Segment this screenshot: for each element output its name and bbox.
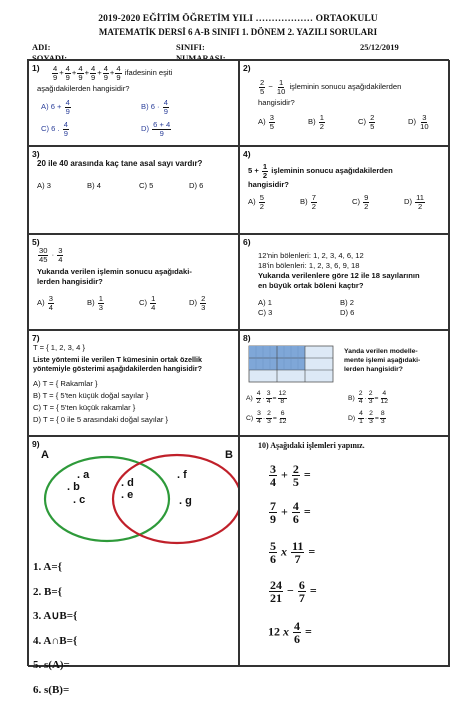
date-label: 25/12/2019 xyxy=(360,42,399,52)
question-9: 9) A B . a . b . c . d . e . f . g 1. A={ 2. B={ 3. A∪B={ 4. A∩B={ 5. s(A)= 6. s(B)= xyxy=(28,436,239,667)
answer-a[interactable]: 1. A={ xyxy=(33,555,77,580)
q2-prompt: hangisidir? xyxy=(258,98,295,107)
q5-option-c[interactable]: C) $\frac{1}{4}$ xyxy=(139,295,157,311)
q10-item-5[interactable]: 12 x $\frac{4}{6}$ = xyxy=(268,620,312,645)
q10-item-3[interactable]: $\frac{5}{6}$ x $\frac{11}{7}$ = xyxy=(268,540,315,565)
q7-set: T = { 1, 2, 3, 4 } xyxy=(33,343,85,352)
q7-option-a[interactable]: A) T = { Rakamlar } xyxy=(33,379,98,388)
question-10 xyxy=(239,436,450,667)
q2-option-b[interactable]: B) $\frac{1}{2}$ xyxy=(308,114,326,130)
q1-option-c[interactable]: C) 6 . $\frac{4}{9}$ xyxy=(41,121,70,137)
q1-expression: $\frac{4}{9}$ + $\frac{4}{9}$ + $\frac{4}{9}$ + $\frac{4}{9}$ + $\frac{4}{9}$ + $\frac{4}{9}$ ifadesinin eşiti xyxy=(51,65,172,81)
q8-option-b[interactable]: B) $\frac{2}{4}$ · $\frac{2}{3}$ = $\frac{4}{12}$ xyxy=(348,391,390,406)
q7-option-b[interactable]: B) T = { 5'ten küçük doğal sayılar } xyxy=(33,391,148,400)
q5-option-b[interactable]: B) $\frac{1}{3}$ xyxy=(87,295,105,311)
set-b-label: B xyxy=(225,449,233,463)
q4-option-d[interactable]: D) $\frac{11}{2}$ xyxy=(404,194,426,210)
q9-answer-lines xyxy=(33,555,77,702)
q6-option-c[interactable]: C) 3 xyxy=(258,308,272,317)
q5-prompt: Yukarıda verilen işlemin sonucu aşağıdaki- xyxy=(37,267,192,276)
question-8: 8) Yanda verilen modelle- mente işlemi aşağıdaki- lerden hangisidir? A) $\frac{4}{2}$ · $\frac{3}{4}$ = $\frac{12}{8}$ B) $\frac{2}{4}$ · $\frac{2}{3}$ = $\frac{4}{12}$ C) $\frac{3}{4}$ · $\frac{2}{3}$ = $\frac{6}{12}$ D) $\frac{4}{1}$ · $\frac{2}{3}$ = $\frac{8}{3}$ xyxy=(239,330,450,436)
q7-option-c[interactable]: C) T = { 5'ten küçük rakamlar } xyxy=(33,403,135,412)
q2-option-c[interactable]: C) $\frac{2}{5}$ xyxy=(358,114,376,130)
answer-union[interactable]: 3. A∪B={ xyxy=(33,604,77,629)
question-7: 7) T = { 1, 2, 3, 4 } Liste yöntemi ile verilen T kümesinin ortak özellik yöntemiyle gösterimi aşağıdakilerden hangisidir? A) T = { Rakamlar } B) T = { 5'ten küçük doğal sayılar } C) T = { 5'ten küçük rakamlar } D) T = { 0 ile 5 arasındaki doğal sayılar } xyxy=(28,330,239,436)
q6-text: 12'nin bölenleri: 1, 2, 3, 4, 6, 12 18'in bölenleri: 1, 2, 3, 6, 9, 18 Yukarıda verilenlere göre 12 ile 18 sayılarının en büyük ortak böleni kaçtır? xyxy=(258,251,420,290)
q8-option-c[interactable]: C) $\frac{3}{4}$ · $\frac{2}{3}$ = $\frac{6}{12}$ xyxy=(246,411,288,426)
q10-prompt: 10) Aşağıdaki işlemleri yapınız. xyxy=(258,441,365,451)
q1-option-d[interactable]: D) $\frac{6 + 4}{9}$ xyxy=(141,121,172,137)
q8-option-d[interactable]: D) $\frac{4}{1}$ · $\frac{2}{3}$ = $\frac{8}{3}$ xyxy=(348,411,387,426)
q3-option-b[interactable]: B) 4 xyxy=(87,181,101,190)
q1-prompt: aşağıdakilerden hangisidir? xyxy=(37,84,129,93)
school-line: 2019-2020 EĞİTİM ÖĞRETİM YILI ……………… ORTAOKULU xyxy=(26,14,450,24)
answer-sb[interactable]: 6. s(B)= xyxy=(33,678,77,702)
q5-expression: $\frac{30}{45}$ · $\frac{3}{4}$ xyxy=(37,247,64,263)
q2-option-d[interactable]: D) $\frac{3}{10}$ xyxy=(408,114,431,130)
q6-option-a[interactable]: A) 1 xyxy=(258,298,272,307)
q3-option-a[interactable]: A) 3 xyxy=(37,181,51,190)
q1-option-a[interactable]: A) 6 + $\frac{4}{9}$ xyxy=(41,99,72,115)
element-a: . a xyxy=(77,469,89,483)
exam-header xyxy=(26,14,450,37)
q4-expression: 5 + $\frac{1}{2}$ işleminin sonucu aşağıdakilerden xyxy=(248,163,393,179)
question-4: 4) 5 + $\frac{1}{2}$ işleminin sonucu aşağıdakilerden hangisidir? A) $\frac{5}{2}$ B) $\frac{7}{2}$ C) $\frac{9}{2}$ D) $\frac{11}{2}$ xyxy=(239,146,450,234)
answer-b[interactable]: 2. B={ xyxy=(33,580,77,605)
answer-intersection[interactable]: 4. A∩B={ xyxy=(33,629,77,654)
question-grid xyxy=(27,59,449,666)
q2-option-a[interactable]: A) $\frac{3}{5}$ xyxy=(258,114,276,130)
element-e: . e xyxy=(121,489,133,503)
q4-option-c[interactable]: C) $\frac{9}{2}$ xyxy=(352,194,370,210)
element-b: . b xyxy=(67,481,80,495)
q7-option-d[interactable]: D) T = { 0 ile 5 arasındaki doğal sayılar } xyxy=(33,415,168,424)
q6-option-d[interactable]: D) 6 xyxy=(340,308,354,317)
question-6: 6) 12'nin bölenleri: 1, 2, 3, 4, 6, 12 18'in bölenleri: 1, 2, 3, 6, 9, 18 Yukarıda verilenlere göre 12 ile 18 sayılarının en büyük ortak böleni kaçtır? A) 1 B) 2 C) 3 D) 6 xyxy=(239,234,450,330)
q6-option-b[interactable]: B) 2 xyxy=(340,298,354,307)
q3-option-c[interactable]: C) 5 xyxy=(139,181,153,190)
name-label: ADI: xyxy=(32,42,50,52)
q8-prompt: Yanda verilen modelle- mente işlemi aşağıdaki- lerden hangisidir? xyxy=(344,347,420,375)
q10-item-4[interactable]: $\frac{24}{21}$ − $\frac{6}{7}$ = xyxy=(268,579,317,604)
element-g: . g xyxy=(179,495,192,509)
q5-option-a[interactable]: A) $\frac{3}{4}$ xyxy=(37,295,55,311)
fraction-model-image xyxy=(248,345,334,383)
answer-sa[interactable]: 5. s(A)= xyxy=(33,653,77,678)
question-3: 3) 20 ile 40 arasında kaç tane asal sayı vardır? A) 3 B) 4 C) 5 D) 6 xyxy=(28,146,239,234)
question-1: 1) $\frac{4}{9}$ + $\frac{4}{9}$ + $\frac{4}{9}$ + $\frac{4}{9}$ + $\frac{4}{9}$ + $\frac{4}{9}$ ifadesinin eşiti aşağıdakilerden hangisidir? A) 6 + $\frac{4}{9}$ B) 6 · $\frac{4}{9}$ C) 6 . $\frac{4}{9}$ D) $\frac{6 + 4}{9}$ xyxy=(28,60,239,146)
q4-option-b[interactable]: B) $\frac{7}{2}$ xyxy=(300,194,318,210)
exam-title: MATEMATİK DERSİ 6 A-B SINIFI 1. DÖNEM 2. YAZILI SORULARI xyxy=(26,27,450,37)
question-5: 5) $\frac{30}{45}$ · $\frac{3}{4}$ Yukarıda verilen işlemin sonucu aşağıdaki- lerden hangisidir? A) $\frac{3}{4}$ B) $\frac{1}{3}$ C) $\frac{1}{4}$ D) $\frac{2}{3}$ xyxy=(28,234,239,330)
q4-prompt: hangisidir? xyxy=(248,180,289,189)
q10-item-2[interactable]: $\frac{7}{9}$ + $\frac{4}{6}$ = xyxy=(268,500,311,525)
q3-prompt: 20 ile 40 arasında kaç tane asal sayı vardır? xyxy=(37,159,202,169)
class-label: SINIFI: xyxy=(176,42,205,52)
number-label: NUMARASI: xyxy=(176,53,226,63)
set-a-label: A xyxy=(41,449,49,463)
element-d: . d xyxy=(121,477,134,491)
q2-expression: $\frac{2}{5}$ − $\frac{1}{10}$ işleminin sonucu aşağıdakilerden xyxy=(258,79,401,95)
set-a-circle xyxy=(45,457,169,541)
venn-diagram xyxy=(29,443,238,555)
q4-option-a[interactable]: A) $\frac{5}{2}$ xyxy=(248,194,266,210)
surname-label: SOYADI: xyxy=(32,53,67,63)
q3-option-d[interactable]: D) 6 xyxy=(189,181,203,190)
q1-option-b[interactable]: B) 6 · $\frac{4}{9}$ xyxy=(141,99,170,115)
element-f: . f xyxy=(177,469,187,483)
element-c: . c xyxy=(73,494,85,508)
q7-prompt: Liste yöntemi ile verilen T kümesinin ortak özellik xyxy=(33,355,202,364)
q8-option-a[interactable]: A) $\frac{4}{2}$ · $\frac{3}{4}$ = $\frac{12}{8}$ xyxy=(246,391,288,406)
q10-item-1[interactable]: $\frac{3}{4}$ + $\frac{2}{5}$ = xyxy=(268,463,311,488)
question-2: 2) $\frac{2}{5}$ − $\frac{1}{10}$ işleminin sonucu aşağıdakilerden hangisidir? A) $\frac{3}{5}$ B) $\frac{1}{2}$ C) $\frac{2}{5}$ D) $\frac{3}{10}$ xyxy=(239,60,450,146)
q5-option-d[interactable]: D) $\frac{2}{3}$ xyxy=(189,295,207,311)
